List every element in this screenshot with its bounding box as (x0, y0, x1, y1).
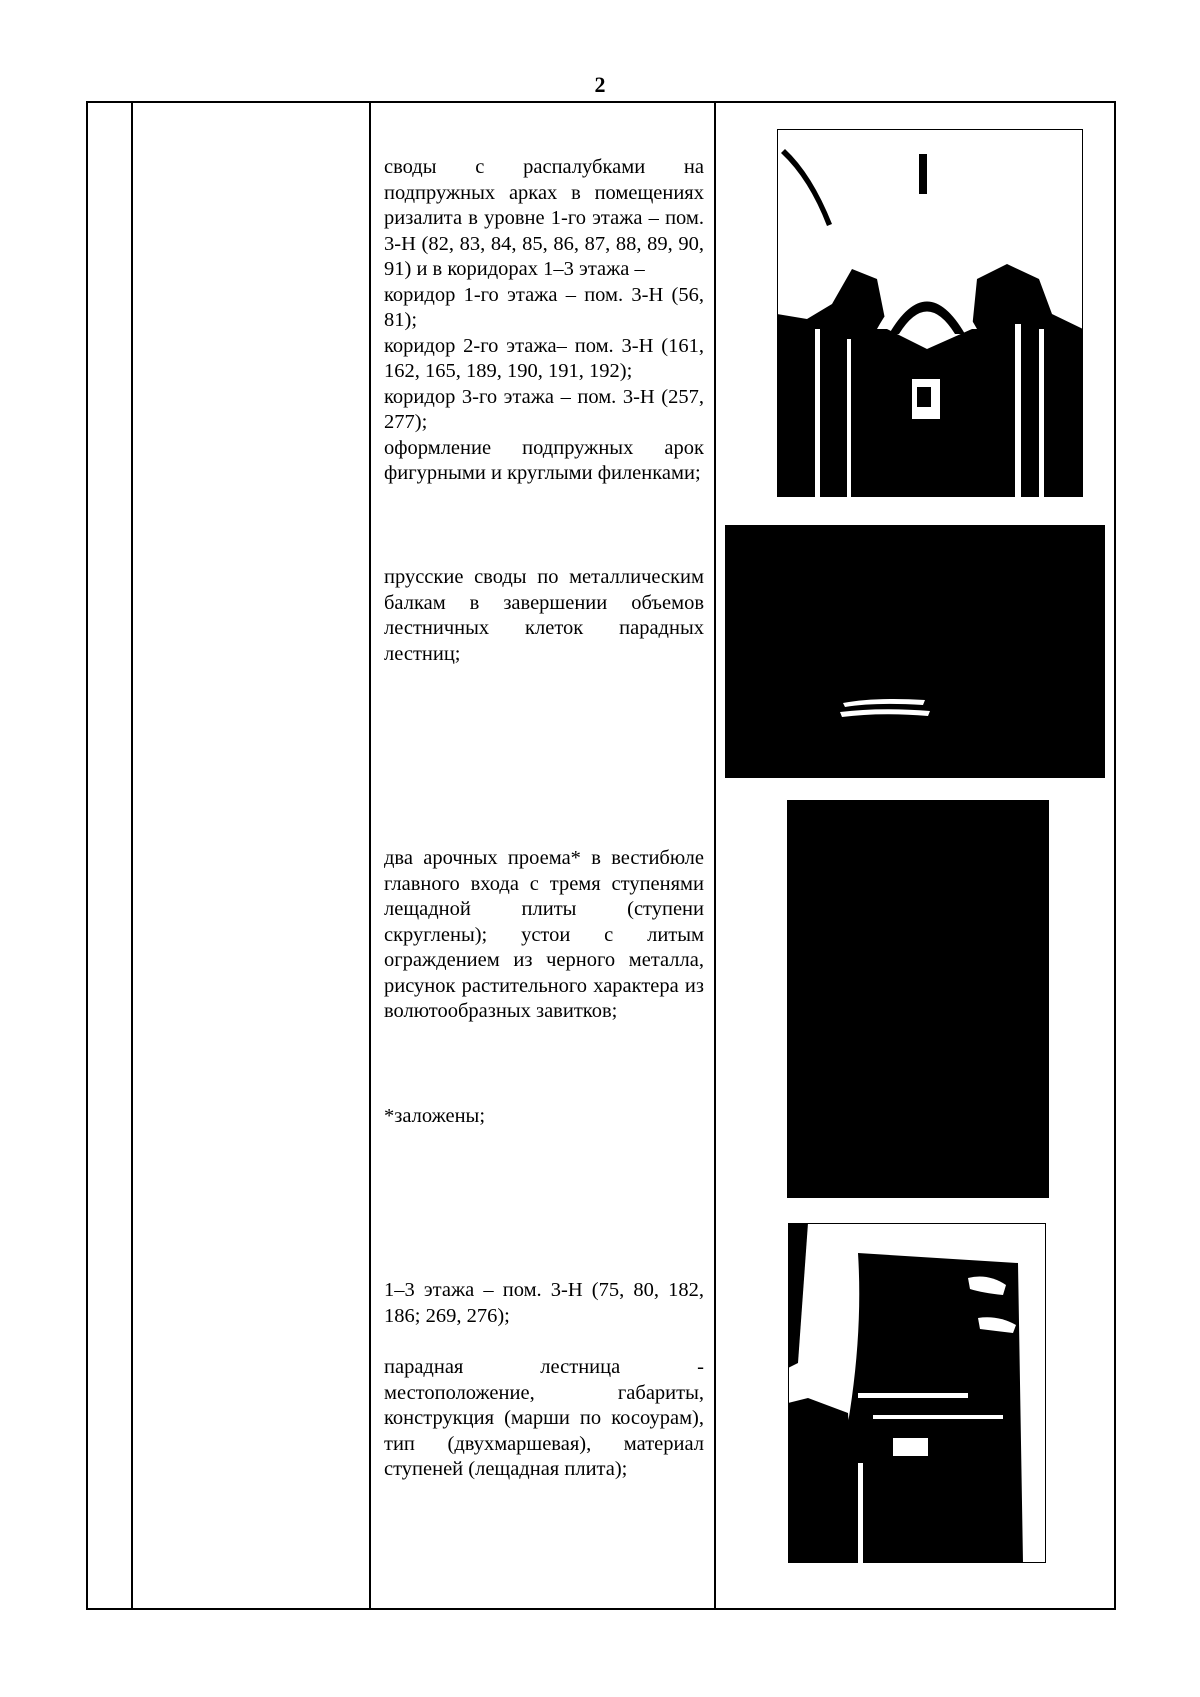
table-bottom-border (86, 1608, 1116, 1610)
page-number: 2 (594, 72, 606, 97)
description-text-vaults: своды с распалубками на подпружных арках в помещениях ризалита в уровне 1-го этажа – пом. 3-Н (82, 83, 84, 85, 86, 87, 88, 89, 90, 91) и в коридорах 1–3 этажа – коридор 1-го этажа – пом. 3-Н (56, 81); коридор 2-го этажа– пом. 3-Н (161, 162, 165, 189, 190, 191, 192); коридор 3-го этажа – пом. 3-Н (257, 277); оформление подпружных арок фигурными и круглыми филенками; (384, 156, 704, 484)
description-text-prussian-vaults: прусские своды по металлическим балкам в завершении объемов лестничных клеток парадных лестниц; (384, 566, 704, 665)
table-left-border (86, 101, 88, 1610)
column-divider-2 (369, 101, 371, 1610)
column-divider-1 (131, 101, 133, 1610)
description-text-main-staircase: парадная лестница - местоположение, габариты, конструкция (марши по косоурам), тип (двухмаршевая), материал ступеней (лещадная плита); (384, 1356, 704, 1480)
table-right-border (1114, 101, 1116, 1610)
description-footnote: *заложены; (384, 1105, 486, 1127)
description-text-floors: 1–3 этажа – пом. 3-Н (75, 80, 182, 186; 269, 276); (384, 1279, 704, 1327)
column-divider-3 (714, 101, 716, 1610)
arched-opening-photo (784, 800, 1049, 1198)
table-top-border (86, 101, 1116, 103)
prussian-vault-photo (725, 525, 1105, 778)
description-text-arched-openings: два арочных проема* в вестибюле главного входа с тремя ступенями лещадной плиты (ступени скруглены); устои с литым ограждением из черного металла, рисунок растительного характера из волютообразных завитков; (384, 847, 704, 1022)
corridor-vault-photo (777, 129, 1083, 497)
staircase-photo (788, 1223, 1046, 1563)
